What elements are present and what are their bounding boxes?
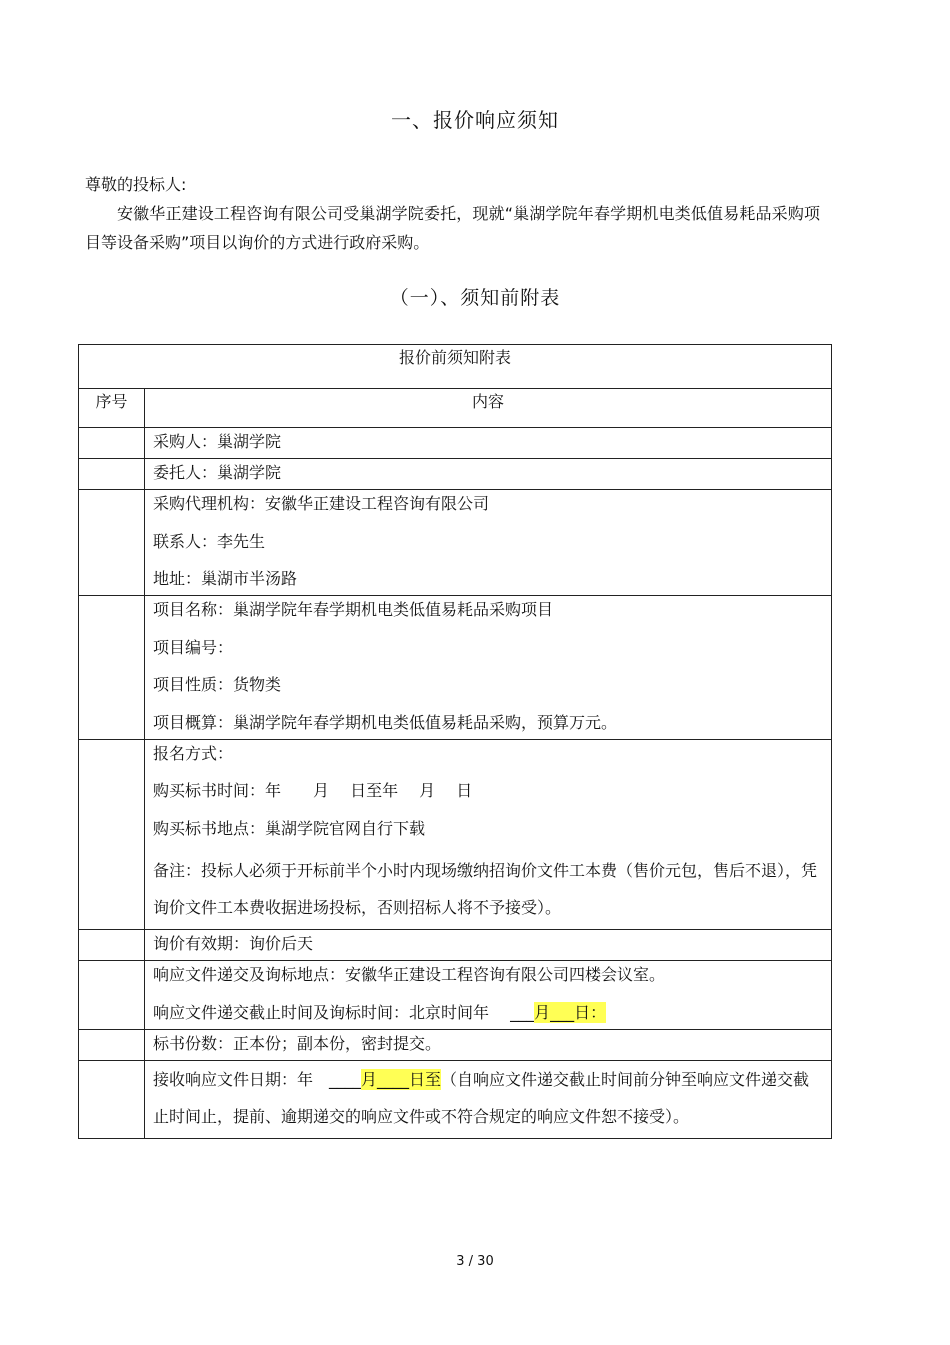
row-number-cell [79,596,145,740]
table-row [79,1029,832,1060]
content-line: 响应文件递交及询标地点：安徽华正建设工程咨询有限公司四楼会议室。 [153,965,666,984]
table-row [79,428,832,459]
subsection-heading: （一）、须知前附表 [389,287,561,309]
row-number-cell [79,930,145,961]
salutation: 尊敬的投标人: [85,175,187,194]
table-caption-row [79,345,832,389]
content-line: 采购代理机构：安徽华正建设工程咨询有限公司 [153,494,490,513]
content-line: 询价有效期：询价后天 [153,934,314,953]
row-number-cell [79,739,145,930]
column-header-content: 内容 [145,389,832,428]
page-indicator: 3 / 30 [456,1254,494,1269]
row-content-receipt [145,1060,832,1138]
table-row [79,490,832,596]
content-line: 采购人：巢湖学院 [153,432,282,451]
table-row [79,1060,832,1138]
content-line: 地址：巢湖市半汤路 [153,569,298,588]
highlighted-blank: 月___日： [534,1002,607,1022]
row-number-cell [79,961,145,1030]
intro-paragraph: 安徽华正建设工程咨询有限公司受巢湖学院委托，现就“巢湖学院年春学期机电类低值易耗品采购项目等设备采购”项目以询价的方式进行政府采购。 [85,204,820,252]
table-row [79,930,832,961]
content-line: 备注：投标人必须于开标前半个小时内现场缴纳招询价文件工本费（售价元包，售后不退），凭询价文件工本费收据进场投标，否则招标人将不予接受）。 [153,861,818,917]
table-row [79,739,832,930]
row-content-project [145,596,832,740]
row-number-cell [79,1029,145,1060]
content-line: 项目名称：巢湖学院年春学期机电类低值易耗品采购项目 [153,600,554,619]
content-line: 项目编号： [153,637,234,657]
content-line: 联系人：李先生 [153,531,266,551]
content-line: 项目概算：巢湖学院年春学期机电类低值易耗品采购，预算万元。 [153,712,618,732]
content-line [153,999,823,1029]
row-content-purchaser [145,428,832,459]
row-number-cell [79,459,145,490]
content-text: （自响应文件递交截止时间前分钟至响应文件递交截止时间止，提前、逾期递交的响应文件或不符合规定的响应文件恕不接受）。 [153,1069,810,1126]
content-line: 项目性质：货物类 [153,675,282,694]
row-number-cell [79,490,145,596]
row-number-cell [79,1060,145,1138]
table-header-row [79,389,832,428]
row-content-client [145,459,832,490]
row-content-registration [145,739,832,930]
content-line: 报名方式： [153,743,234,763]
table-row [79,459,832,490]
section-heading: 一、报价响应须知 [391,108,559,132]
content-line: 购买标书地点：巢湖学院官网自行下载 [153,818,426,838]
content-line: 委托人：巢湖学院 [153,463,282,482]
content-line: 购买标书时间：年 月 日至年 月 日 [153,781,473,800]
row-content-submission [145,961,832,1030]
row-number-cell [79,428,145,459]
content-line [153,1061,823,1138]
row-content-copies [145,1029,832,1060]
content-line: 标书份数：正本份；副本份，密封提交。 [153,1033,442,1053]
column-header-no: 序号 [79,389,145,428]
content-text: 响应文件递交截止时间及询标时间：北京时间年 ___ [153,1002,535,1022]
table-row [79,961,832,1030]
table-row [79,596,832,740]
notice-table [78,344,832,1139]
content-text: 接收响应文件日期：年 ____ [153,1069,362,1089]
highlighted-blank: 月____日至 [361,1069,442,1089]
table-caption: 报价前须知附表 [79,345,832,389]
row-content-agency [145,490,832,596]
row-content-validity [145,930,832,961]
